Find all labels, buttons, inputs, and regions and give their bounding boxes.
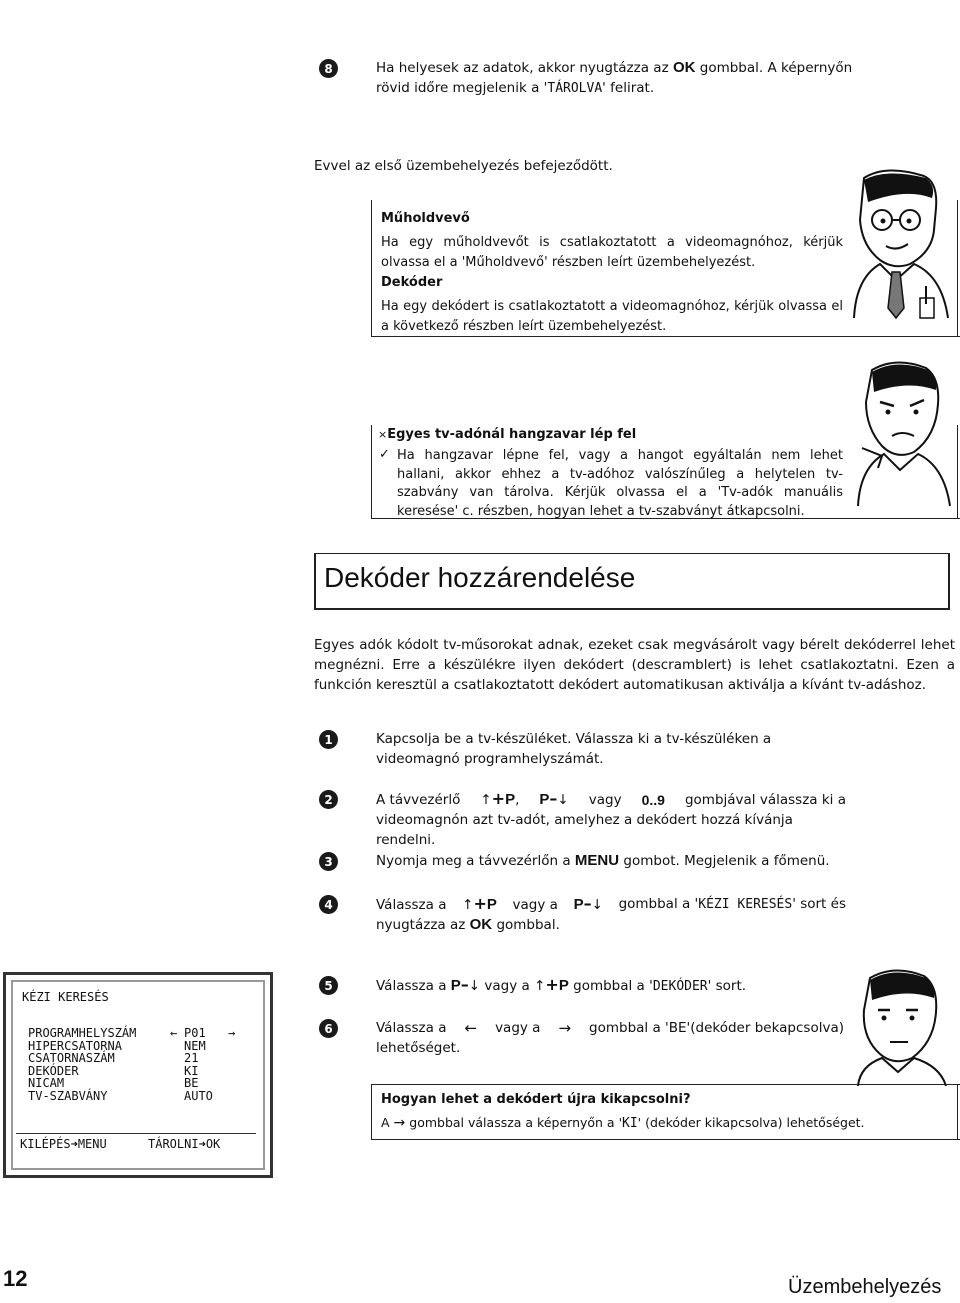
step-number: 5 (319, 976, 338, 995)
menu-row-label: NICAM (28, 1076, 65, 1090)
manual-search-menu-screen (3, 972, 273, 1178)
digit-keys: 0..9 (641, 791, 665, 808)
menu-row-value: BE (184, 1076, 199, 1090)
menu-row-label: DEKÓDER (28, 1063, 79, 1078)
tip-box-right-border (957, 1084, 958, 1140)
trouble-box-right-border (957, 425, 958, 519)
step-3-a: Nyomja meg a távvezérlőn a (376, 853, 571, 869)
up-arrow-icon: ↑ (534, 978, 546, 994)
satellite-body: Ha egy műholdvevőt is csatlakoztatott a videomagnóhoz, kérjük olvassa el a 'Műholdvevő' részben leírt üzembehelyezést. (381, 235, 843, 270)
step-number: 3 (319, 852, 338, 871)
step-2-d: videomagnón azt tv-adót, amelyhez a dekódert hozzá kívánja rendelni. (376, 812, 793, 848)
ok-key: OK (469, 916, 493, 933)
p-plus-key: ↑+P (534, 975, 569, 994)
step-3-b: gombot. Megjelenik a főmenü. (623, 853, 830, 869)
menu-key: MENU (574, 852, 620, 869)
down-arrow-icon: ↓ (468, 978, 481, 994)
step-5-a: Válassza a (376, 978, 447, 994)
thinking-man-illustration (848, 966, 956, 1086)
right-arrow-icon: → (393, 1115, 406, 1131)
menu-row-value: 21 (184, 1051, 199, 1065)
menu-store-hint: TÁROLNI➜OK (148, 1137, 221, 1151)
left-arrow-icon: ← (464, 1019, 478, 1037)
step-8-line2b: ' felirat. (602, 80, 655, 96)
p-plus-key: ↑+P, (480, 789, 520, 808)
p-minus-key: P–↓ (539, 789, 569, 808)
puzzled-man-illustration (852, 356, 956, 516)
step-4-e: nyugtázza az (376, 917, 466, 933)
menu-exit-hint: KILÉPÉS➜MENU (20, 1137, 107, 1151)
step-number: 4 (319, 895, 338, 914)
finish-text: Evvel az első üzembehelyezés befejeződött. (314, 158, 613, 174)
up-arrow-icon: ↑ (480, 792, 492, 808)
menu-row-value: P01 (184, 1026, 206, 1040)
right-arrow-icon: ➜ (70, 1137, 78, 1151)
satellite-title: Műholdvevő (381, 211, 470, 226)
decoder-note-title: Dekóder (381, 275, 443, 290)
menu-row-label: TV-SZABVÁNY (28, 1088, 108, 1103)
off-value: KI (622, 1116, 638, 1131)
tip-title: Hogyan lehet a dekódert újra kikapcsolni? (381, 1092, 691, 1107)
step-5-b: vagy a (484, 978, 530, 994)
menu-row-value: NEM (184, 1038, 206, 1053)
decoder-note-body: Ha egy dekódert is csatlakoztatott a videomagnóhoz, kérjük olvassa el a következő részben leírt üzembehelyezést. (381, 299, 843, 334)
step-4-a: Válassza a (376, 896, 447, 913)
step-4-text (376, 894, 846, 935)
step-8-line1b: gombbal. A képernyőn (699, 60, 853, 76)
ok-key: OK (672, 59, 696, 76)
step-5-text (376, 975, 816, 997)
step-2-text (376, 789, 846, 850)
section-heading: Dekóder hozzárendelése (324, 562, 636, 593)
page-number: 12 (3, 1266, 28, 1291)
tip-body: A → gombbal válassza a képernyőn a 'KI' (dekóder kikapcsolva) lehetőséget. (381, 1115, 865, 1131)
step-5-d: ' sort. (707, 978, 747, 994)
menu-divider (16, 1133, 256, 1134)
section-heading-box (314, 553, 950, 610)
step-8-line1a: Ha helyesek az adatok, akkor nyugtázza az (376, 60, 669, 76)
step-6-d: lehetőséget. (376, 1040, 461, 1056)
step-6-c: gombbal a 'BE'(dekóder bekapcsolva) (589, 1020, 844, 1036)
menu-row-label: HIPERCSATORNA (28, 1038, 122, 1053)
p-minus-key: P–↓ (573, 894, 603, 913)
step-2-b: vagy (588, 791, 622, 808)
tip-box-bottom-border (371, 1139, 960, 1140)
decoder-row-label: DEKÓDER (652, 979, 708, 994)
up-arrow-icon: ↑ (462, 897, 474, 913)
step-4-f: gombbal. (496, 917, 560, 933)
cross-icon: × (378, 428, 388, 441)
check-icon: ✓ (379, 447, 390, 462)
menu-row-label: PROGRAMHELYSZÁM (28, 1026, 137, 1040)
trouble-title-row (378, 425, 636, 445)
step-2-a: A távvezérlő (376, 791, 461, 808)
stored-label: TÁROLVA (547, 81, 603, 96)
down-arrow-icon: ↓ (591, 897, 603, 913)
trouble-box-left-border (371, 425, 372, 519)
step-6-text (376, 1018, 844, 1058)
trouble-body: Ha hangzavar lépne fel, vagy a hangot egyáltalán nem lehet hallani, akkor ehhez a tv-adóhoz valószínűleg a helytelen tv-szabvány van tárolva. Kérjük olvassa el a 'Tv-adók manuális keresése' c. részben, hogyan lehet a tv-szabványt átkapcsolni. (397, 448, 843, 519)
step-number: 8 (319, 59, 338, 78)
p-plus-key: ↑+P (462, 894, 497, 913)
step-number: 2 (319, 790, 338, 809)
step-2-c: gombjával válassza ki a (684, 791, 846, 808)
step-8-line2a: rövid időre megjelenik a ' (376, 80, 548, 96)
right-arrow-icon: → (558, 1019, 572, 1037)
step-8-text (376, 58, 856, 99)
note-box-right-border (957, 200, 958, 337)
tip-box-top-border (371, 1084, 960, 1085)
step-4-cd: gombbal a 'KÉZI KERESÉS' sort és (618, 896, 846, 912)
step-3-text (376, 851, 846, 871)
note-box-left-border (371, 200, 372, 337)
menu-row-value: AUTO (184, 1088, 213, 1103)
menu-row-value: KI (184, 1063, 199, 1078)
left-arrow-icon: ← (170, 1026, 178, 1040)
step-number: 6 (319, 1019, 338, 1038)
right-arrow-icon: → (228, 1026, 236, 1040)
assistant-man-illustration (846, 168, 956, 338)
trouble-title: Egyes tv-adónál hangzavar lép fel (387, 427, 637, 442)
step-6-b: vagy a (495, 1020, 541, 1036)
section-name: Üzembehelyezés (788, 1276, 942, 1298)
tip-box-left-border (371, 1084, 372, 1140)
step-number: 1 (319, 730, 338, 749)
step-6-a: Válassza a (376, 1020, 447, 1036)
menu-row-label: CSATORNASZÁM (28, 1051, 115, 1065)
step-5-c: gombbal a ' (573, 978, 653, 994)
p-minus-key: P–↓ (450, 975, 481, 994)
intro-paragraph: Egyes adók kódolt tv-műsorokat adnak, ezeket csak megvásárolt vagy bérelt dekóderrel lehet megnézni. Erre a készülékre ilyen dekódert (descramblert) is lehet csatlakoztatni. Ezen a funkción keresztül a csatlakoztatott dekódert automatikusan aktiválja a kívánt tv-adáshoz. (314, 637, 955, 693)
down-arrow-icon: ↓ (557, 792, 569, 808)
step-1-text: Kapcsolja be a tv-készüléket. Válassza ki a tv-készüléken a videomagnó programhelyszámát. (376, 731, 772, 767)
manual-search-label: KÉZI KERESÉS (698, 897, 793, 912)
menu-title: KÉZI KERESÉS (22, 990, 109, 1004)
right-arrow-icon: ➜ (198, 1137, 206, 1151)
step-4-b: vagy a (512, 896, 558, 913)
